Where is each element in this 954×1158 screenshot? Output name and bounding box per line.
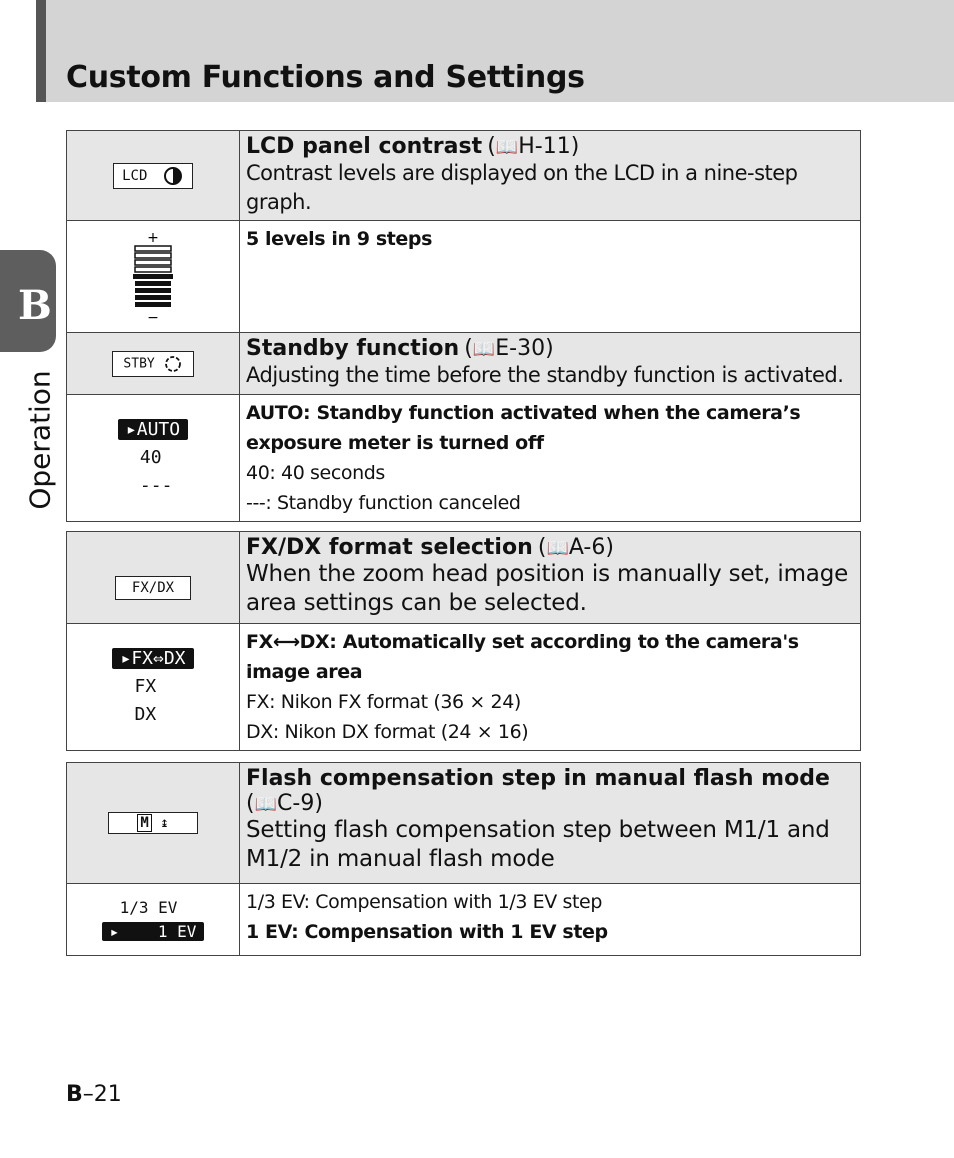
lcd-display (118, 416, 188, 500)
manual-flash-icon: M ↨ (108, 812, 197, 834)
function-table-standby (66, 332, 861, 522)
selected-lcd-option: ▸AUTO (118, 419, 188, 440)
page-ref: E-30 (495, 336, 546, 361)
function-table-lcd-contrast (66, 130, 861, 339)
function-name: LCD panel contrast (246, 134, 483, 159)
options-cell (240, 395, 861, 522)
option-item: FX⟷DX: Automatically set according to the camera's image area (246, 631, 799, 683)
step-arrow-icon: ↨ (160, 815, 169, 831)
display-cell (67, 884, 240, 956)
book-icon: 📖 (546, 538, 569, 559)
header-accent-bar (36, 0, 46, 102)
options-cell (240, 624, 861, 751)
display-cell (67, 395, 240, 522)
function-icon-cell (67, 333, 240, 395)
function-header-cell: Standby function (📖E-30) Adjusting the time before the standby function is activated. (240, 333, 861, 395)
plus-sign: + (147, 229, 159, 246)
lcd-option: DX (134, 704, 157, 725)
display-cell (67, 624, 240, 751)
page-number: B–21 (66, 1082, 122, 1107)
option-item: 5 levels in 9 steps (246, 228, 433, 250)
option-item: 40: 40 seconds (246, 462, 385, 484)
function-description: Contrast levels are displayed on the LCD in a nine-step graph. (246, 161, 798, 214)
book-icon: 📖 (254, 794, 278, 815)
function-icon-cell (67, 763, 240, 884)
function-icon-cell (67, 131, 240, 221)
option-item: 1/3 EV: Compensation with 1/3 EV step (246, 891, 602, 913)
function-header-cell: FX/DX format selection (📖A-6) When the zoom head position is manually set, image area settings can be selected. (240, 532, 861, 624)
section-tab-letter: B (18, 282, 52, 329)
page-ref: A-6 (568, 535, 606, 560)
lcd-option: --- (139, 475, 173, 496)
function-description: Setting flash compensation step between M1/1 and M1/2 in manual flash mode (246, 817, 830, 872)
book-icon: 📖 (495, 137, 519, 158)
selected-lcd-option: ▸ 1 EV (102, 922, 205, 941)
lcd-contrast-icon: LCD (113, 163, 193, 189)
function-name: Standby function (246, 336, 460, 361)
lcd-display (112, 645, 193, 729)
standby-icon: STBY (112, 351, 193, 377)
option-item: FX: Nikon FX format (36 × 24) (246, 691, 521, 713)
contrast-half-circle-icon (162, 167, 184, 185)
book-icon: 📖 (472, 339, 496, 360)
option-item: DX: Nikon DX format (24 × 16) (246, 721, 529, 743)
section-label: Operation (23, 370, 57, 510)
function-table-fxdx (66, 531, 861, 751)
options-cell (240, 221, 861, 339)
function-table-flash-comp-step (66, 762, 861, 956)
option-item: 1 EV: Compensation with 1 EV step (246, 921, 608, 943)
page-ref: C-9 (277, 791, 315, 816)
lcd-display (102, 896, 205, 944)
function-description: When the zoom head position is manually set, image area settings can be selected. (246, 561, 849, 616)
page-ref: H-11 (518, 134, 571, 159)
function-header-cell: LCD panel contrast (📖H-11) Contrast levels are displayed on the LCD in a nine-step graph. (240, 131, 861, 221)
fxdx-icon: FX/DX (115, 576, 191, 600)
function-name: Flash compensation step in manual flash mode (246, 766, 830, 791)
timer-circle-icon (163, 355, 183, 373)
lcd-option: FX (134, 676, 157, 697)
function-description: Adjusting the time before the standby function is activated. (246, 363, 844, 387)
minus-sign: − (147, 309, 159, 326)
lcd-option: 40 (139, 447, 162, 468)
function-icon-cell (67, 532, 240, 624)
option-item: ---: Standby function canceled (246, 492, 521, 514)
options-cell (240, 884, 861, 956)
selected-lcd-option: ▸FX⇔DX (112, 648, 193, 669)
function-header-cell: Flash compensation step in manual flash mode (📖C-9) Setting flash compensation step between M1/1 and M1/2 in manual flash mode (240, 763, 861, 884)
display-cell (67, 221, 240, 339)
contrast-scale-graphic (128, 228, 178, 328)
lcd-option: 1/3 EV (119, 897, 178, 917)
page-title: Custom Functions and Settings (66, 60, 585, 95)
function-name: FX/DX format selection (246, 535, 533, 560)
option-item: AUTO: Standby function activated when the camera’s exposure meter is turned off (246, 402, 801, 454)
